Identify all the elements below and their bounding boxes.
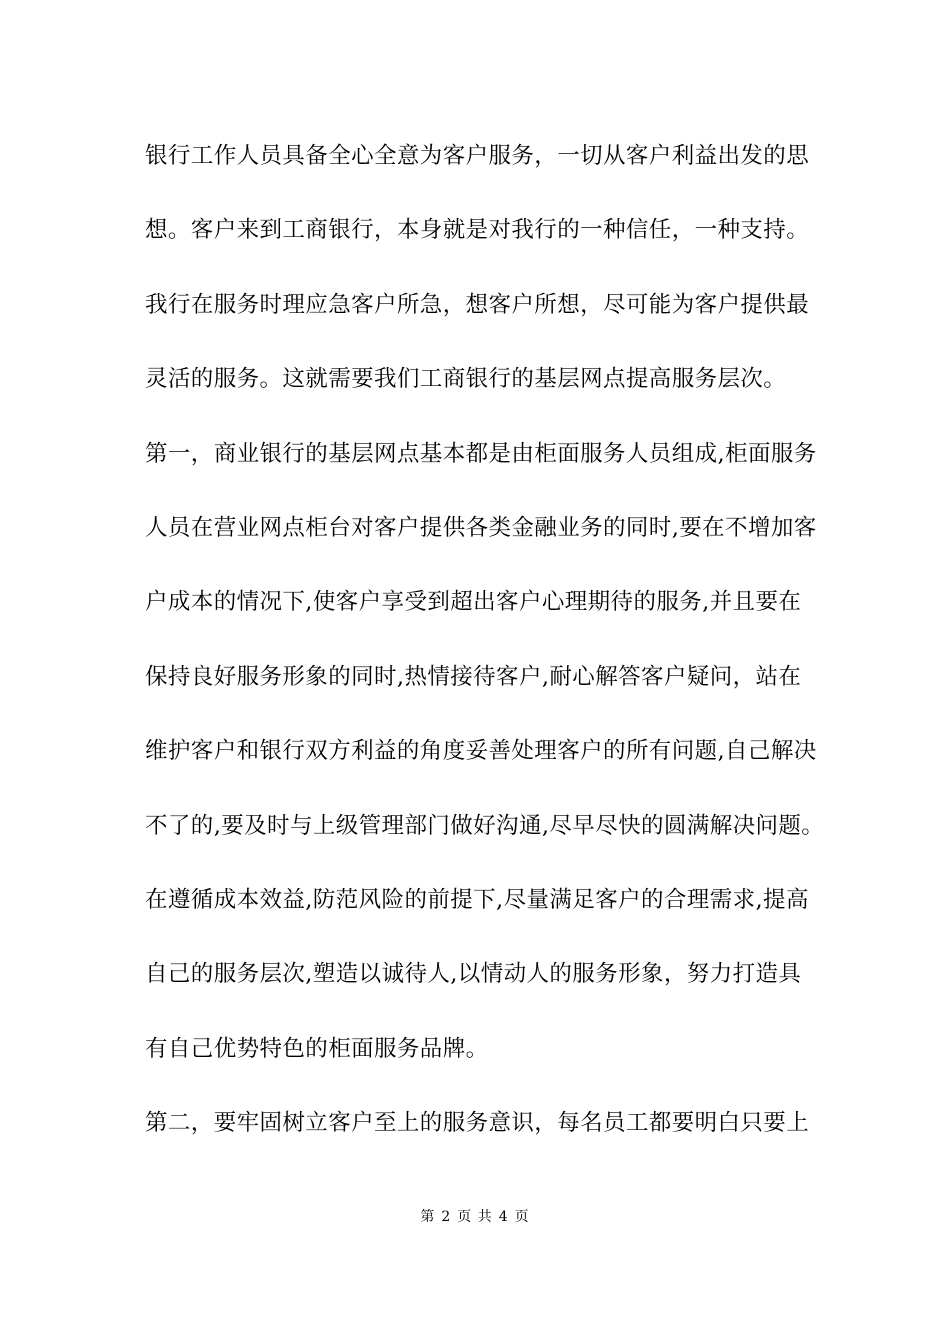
text-line: 不了的,要及时与上级管理部门做好沟通,尽早尽快的圆满解决问题。 [145, 812, 825, 839]
footer-prefix: 第 [420, 1209, 436, 1225]
text-line: 第二，要牢固树立客户至上的服务意识，每名员工都要明白只要上 [145, 1110, 810, 1137]
body-text [145, 138, 825, 1179]
text-line: 人员在营业网点柜台对客户提供各类金融业务的同时,要在不增加客 [145, 514, 817, 541]
text-line: 在遵循成本效益,防范风险的前提下,尽量满足客户的合理需求,提高 [145, 886, 809, 913]
text-line: 想。客户来到工商银行，本身就是对我行的一种信任，一种支持。 [145, 217, 810, 244]
footer-middle: 页 共 [457, 1209, 493, 1225]
page-footer [0, 1206, 950, 1226]
text-line: 维护客户和银行双方利益的角度妥善处理客户的所有问题,自己解决 [145, 738, 817, 765]
text-line: 户成本的情况下,使客户享受到超出客户心理期待的服务,并且要在 [145, 589, 802, 616]
footer-suffix: 页 [514, 1209, 530, 1225]
text-line: 有自己优势特色的柜面服务品牌。 [145, 1035, 489, 1062]
text-line: 银行工作人员具备全心全意为客户服务，一切从客户利益出发的思 [145, 143, 810, 169]
text-line: 保持良好服务形象的同时,热情接待客户,耐心解答客户疑问，站在 [145, 663, 802, 690]
text-line: 灵活的服务。这就需要我们工商银行的基层网点提高服务层次。 [145, 366, 787, 393]
text-line: 自己的服务层次,塑造以诚待人,以情动人的服务形象，努力打造具 [145, 961, 802, 988]
footer-current-page: 2 [441, 1209, 452, 1225]
text-line: 第一，商业银行的基层网点基本都是由柜面服务人员组成,柜面服务 [145, 440, 817, 467]
text-line: 我行在服务时理应急客户所急，想客户所想，尽可能为客户提供最 [145, 291, 810, 318]
footer-total-pages: 4 [498, 1209, 509, 1225]
